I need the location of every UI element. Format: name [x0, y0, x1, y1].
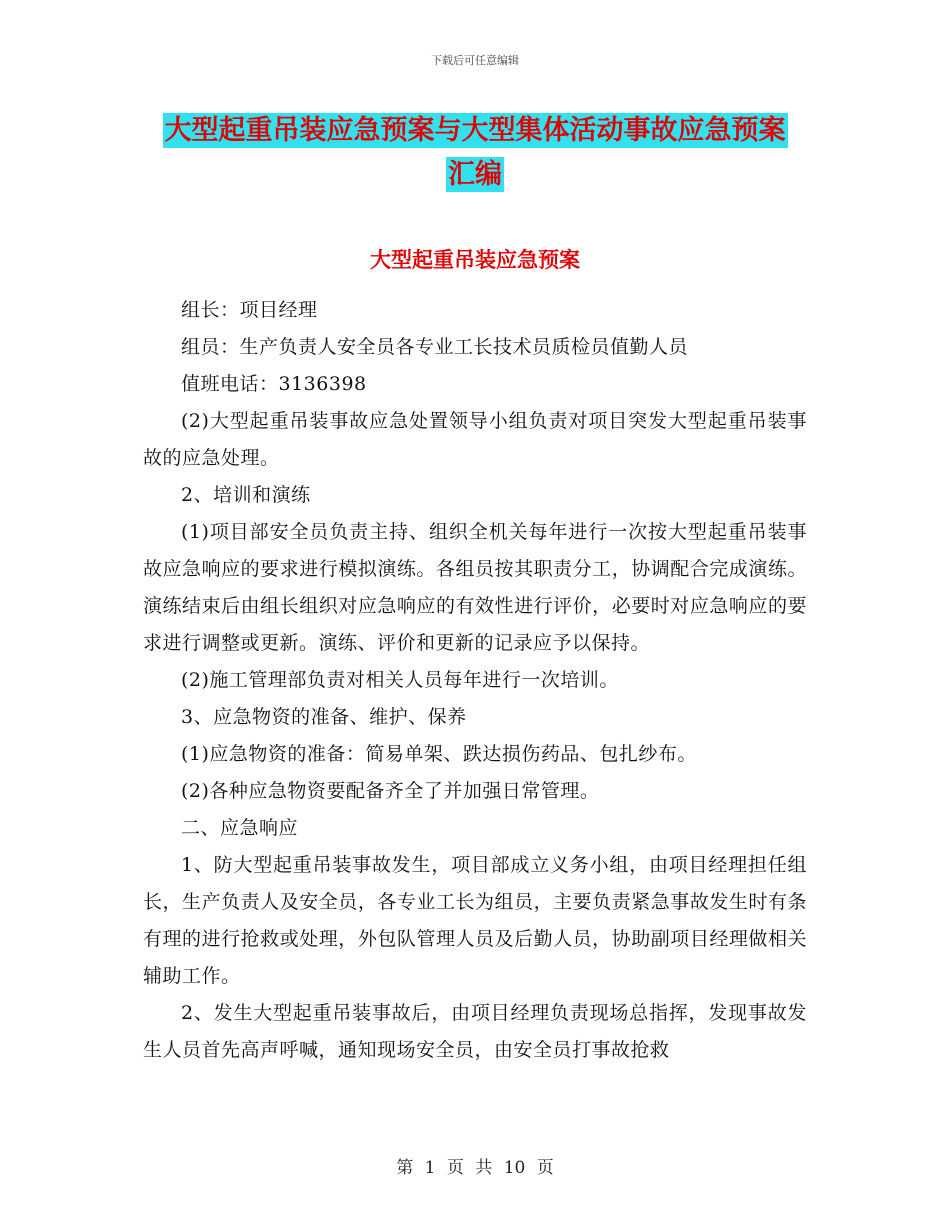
paragraph-training: (2)施工管理部负责对相关人员每年进行一次培训。 — [181, 669, 619, 691]
paragraph-supplies-prep: (1)应急物资的准备：简易单架、跌达损伤药品、包扎纱布。 — [181, 743, 697, 765]
document-body — [143, 292, 807, 1069]
document-title-line-1 — [140, 106, 810, 156]
paragraph-supplies-management: (2)各种应急物资要配备齐全了并加强日常管理。 — [181, 780, 600, 802]
paragraph-response-procedure: 2、发生大型起重吊装事故后，由项目经理负责现场总指挥，发现事故发生人员首先高声呼喊，通知现场安全员，由安全员打事故抢救 — [143, 1002, 807, 1061]
paragraph-team-leader: 组长：项目经理 — [181, 299, 318, 321]
paragraph-drill: (1)项目部安全员负责主持、组织全机关每年进行一次按大型起重吊装事故应急响应的要求进行模拟演练。各组员按其职责分工，协调配合完成演练。演练结束后由组长组织对应急响应的有效性进行评价，必要时对应急响应的要求进行调整或更新。演练、评价和更新的记录应予以保持。 — [143, 521, 807, 654]
header-note: 下载后可任意编辑 — [431, 54, 519, 67]
paragraph-supplies-heading: 3、应急物资的准备、维护、保养 — [181, 706, 467, 728]
paragraph-response-heading: 二、应急响应 — [181, 817, 299, 839]
page-footer: 第 1 页 共 10 页 — [396, 1158, 554, 1178]
document-title-text-1: 大型起重吊装应急预案与大型集体活动事故应急预案 — [164, 115, 786, 146]
document-title-text-2: 汇编 — [448, 159, 502, 190]
paragraph-leadership-duty: (2)大型起重吊装事故应急处置领导小组负责对项目突发大型起重吊装事故的应急处理。 — [143, 410, 807, 469]
section-title: 大型起重吊装应急预案 — [370, 247, 580, 272]
paragraph-duty-phone: 值班电话：3136398 — [181, 373, 367, 395]
paragraph-training-heading: 2、培训和演练 — [181, 484, 311, 506]
paragraph-team-members: 组员：生产负责人安全员各专业工长技术员质检员值勤人员 — [181, 336, 689, 358]
paragraph-response-team: 1、防大型起重吊装事故发生，项目部成立义务小组，由项目经理担任组长，生产负责人及安全员，各专业工长为组员，主要负责紧急事故发生时有条有理的进行抢救或处理，外包队管理人员及后勤人员，协助副项目经理做相关辅助工作。 — [143, 854, 807, 987]
document-title-line-2 — [140, 150, 810, 200]
